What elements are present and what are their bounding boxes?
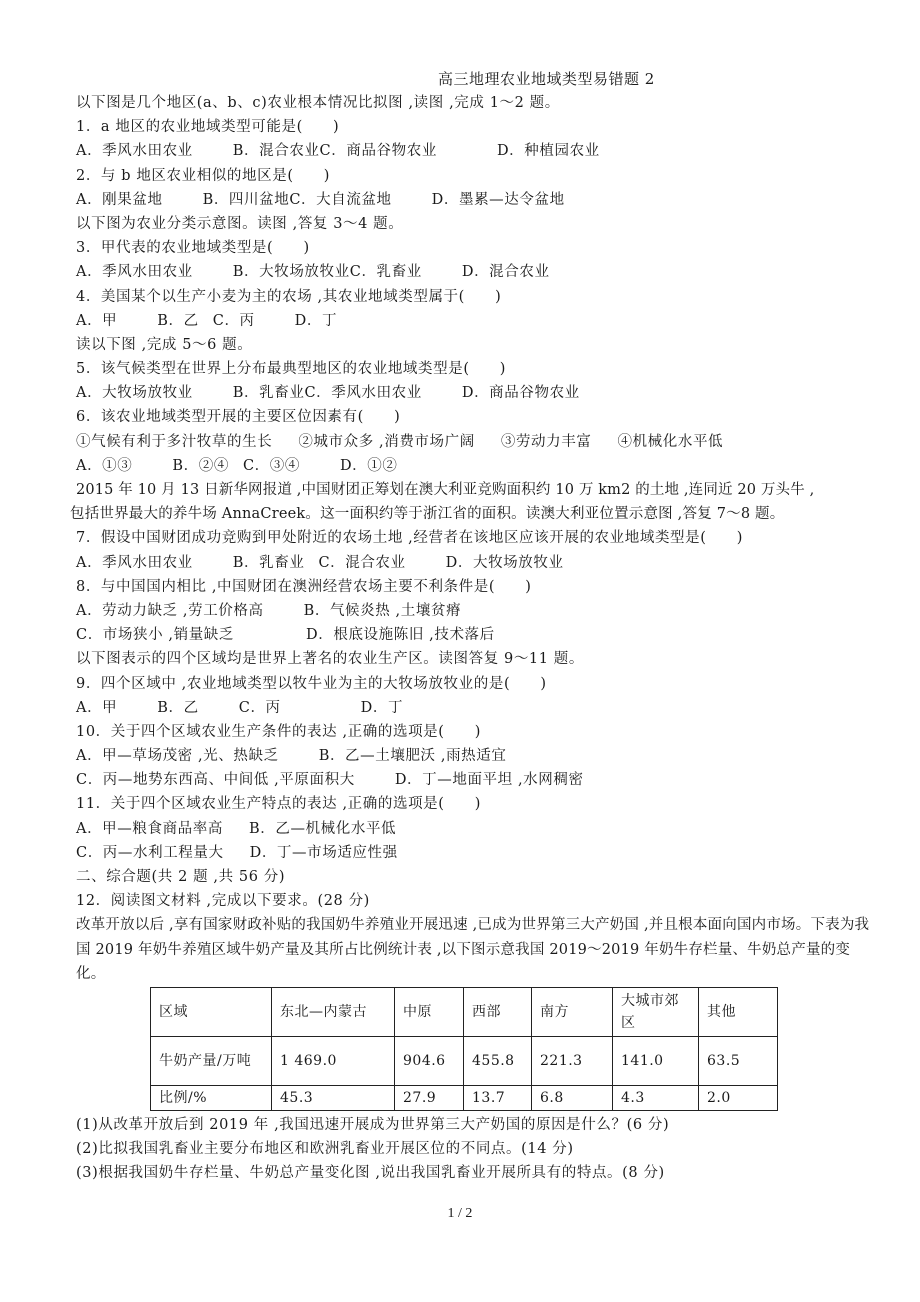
option-a: A．大牧场放牧业 (76, 385, 193, 402)
option-d: D．丁 (294, 312, 338, 329)
intro-q9-11: 以下图表示的四个区域均是世界上著名的农业生产区。读图答复 9～11 题。 (76, 651, 584, 668)
option-d: D．墨累—达令盆地 (431, 191, 565, 208)
question-10: 10．关于四个区域农业生产条件的表达 ,正确的选项是( ) (76, 723, 481, 740)
table-cell: 63.5 (699, 1037, 778, 1086)
factor-3: ③劳动力丰富 (500, 433, 592, 450)
option-d: D．丁—市场适应性强 (249, 844, 398, 861)
question-5-options (76, 381, 876, 405)
option-c: C．丙—水利工程量大 (76, 844, 224, 861)
question-1: 1．a 地区的农业地域类型可能是( ) (76, 119, 340, 136)
table-cell: 2.0 (699, 1086, 778, 1111)
option-b: B．气候炎热 ,土壤贫瘠 (303, 602, 462, 619)
table-row (151, 1086, 778, 1111)
question-11-options-cd (76, 841, 876, 865)
option-b: B．混合农业 (232, 143, 320, 160)
option-c: C．大自流盆地 (289, 191, 392, 208)
subquestion-2: (2)比拟我国乳畜业主要分布地区和欧洲乳畜业开展区位的不同点。(14 分) (76, 1141, 574, 1158)
page-number: 1 / 2 (447, 1206, 473, 1221)
question-11-options-ab (76, 817, 876, 841)
question-3-options (76, 260, 876, 284)
intro-q3-4: 以下图为农业分类示意图。读图 ,答复 3～4 题。 (76, 215, 404, 232)
intro-q5-6: 读以下图 ,完成 5～6 题。 (76, 336, 253, 353)
option-c: C．丙 (238, 699, 281, 716)
option-b: B．②④ (172, 457, 229, 474)
question-2-options (76, 188, 876, 212)
intro-q1-2: 以下图是几个地区(a、b、c)农业根本情况比拟图 ,读图 ,完成 1～2 题。 (76, 95, 560, 111)
factor-4: ④机械化水平低 (617, 433, 724, 450)
question-8: 8．与中国国内相比 ,中国财团在澳洲经营农场主要不利条件是( ) (76, 578, 532, 595)
option-a: A．甲 (76, 699, 118, 716)
table-cell: 4.3 (613, 1086, 699, 1111)
option-a: A．季风水田农业 (76, 264, 193, 281)
option-c: C．商品谷物农业 (319, 143, 437, 160)
option-a: A．劳动力缺乏 ,劳工价格高 (76, 602, 264, 619)
question-2: 2．与 b 地区农业相似的地区是( ) (76, 167, 331, 184)
option-a: A．甲 (76, 312, 118, 329)
question-9: 9．四个区域中 ,农业地域类型以牧牛业为主的大牧场放牧业的是( ) (76, 675, 547, 692)
section-2-heading: 二、综合题(共 2 题 ,共 56 分) (76, 869, 286, 885)
subquestion-3: (3)根据我国奶牛存栏量、牛奶总产量变化图 ,说出我国乳畜业开展所具有的特点。(8 分) (76, 1165, 665, 1182)
option-d: D．商品谷物农业 (461, 385, 580, 402)
question-9-options (76, 696, 876, 720)
subquestions (76, 1113, 876, 1186)
question-12-material: 改革开放以后 ,享有国家财政补贴的我国奶牛养殖业开展迅速 ,已成为世界第三大产奶国 ,并且根本面向国内市场。下表为我国 2019 年奶牛养殖区域牛奶产量及其所占比例统计表 ,以下图示意我国 2019～2019 年奶牛存栏量、牛奶总产量的变化。 (76, 917, 870, 982)
table-cell: 455.8 (464, 1037, 532, 1086)
question-6-factors (76, 430, 876, 454)
table-header-cell: 其他 (699, 988, 778, 1037)
question-8-options-cd (76, 623, 876, 647)
factor-1: ①气候有利于多汁牧草的生长 (76, 433, 273, 450)
option-d: D．大牧场放牧业 (445, 554, 564, 571)
option-a: A．季风水田农业 (76, 554, 193, 571)
table-header-cell: 中原 (395, 988, 464, 1037)
question-7: 7．假设中国财团成功竞购到甲处附近的农场土地 ,经营者在该地区应该开展的农业地域类型是( ) (76, 530, 743, 547)
factor-2: ②城市众多 ,消费市场广阔 (298, 433, 475, 450)
table-header-cell: 东北—内蒙古 (272, 988, 395, 1037)
option-d: D．丁—地面平坦 ,水网稠密 (394, 772, 584, 789)
question-8-options-ab (76, 599, 876, 623)
option-c: C．混合农业 (318, 554, 406, 571)
option-d: D．①② (339, 457, 398, 474)
option-a: A．甲—草场茂密 ,光、热缺乏 (76, 748, 279, 765)
option-c: C．丙 (212, 312, 255, 329)
option-d: D．混合农业 (461, 264, 550, 281)
question-3: 3．甲代表的农业地域类型是( ) (76, 240, 310, 257)
table-row-label: 牛奶产量/万吨 (151, 1037, 272, 1086)
question-6: 6．该农业地域类型开展的主要区位因素有( ) (76, 409, 401, 426)
option-a: A．①③ (76, 457, 133, 474)
intro-q7-8-line2: 包括世界最大的养牛场 AnnaCreek。这一面积约等于浙江省的面积。读澳大利亚位置示意图 ,答复 7～8 题。 (70, 506, 785, 523)
option-d: D．种植园农业 (496, 143, 600, 160)
option-d: D．丁 (360, 699, 404, 716)
option-b: B．乙 (157, 699, 199, 716)
table-cell: 1 469.0 (272, 1037, 395, 1086)
option-a: A．季风水田农业 (76, 143, 193, 160)
option-b: B．乙—机械化水平低 (248, 820, 397, 837)
question-11: 11．关于四个区域农业生产特点的表达 ,正确的选项是( ) (76, 796, 481, 813)
table-cell: 27.9 (395, 1086, 464, 1111)
table-header-cell: 南方 (532, 988, 613, 1037)
option-b: B．乳畜业 (232, 554, 305, 571)
question-10-options-ab (76, 744, 876, 768)
option-a: A．刚果盆地 (76, 191, 163, 208)
question-1-options (76, 139, 876, 163)
option-c: C．乳畜业 (349, 264, 422, 281)
document-body (70, 91, 876, 986)
option-c: C．市场狭小 ,销量缺乏 (76, 627, 235, 644)
option-d: D．根底设施陈旧 ,技术落后 (306, 627, 495, 644)
table-cell: 13.7 (464, 1086, 532, 1111)
subquestion-1: (1)从改革开放后到 2019 年 ,我国迅速开展成为世界第三大产奶国的原因是什么？(6 分) (76, 1117, 670, 1133)
option-b: B．乳畜业 (232, 385, 305, 402)
question-4: 4．美国某个以生产小麦为主的农场 ,其农业地域类型属于( ) (76, 288, 502, 305)
option-c: C．丙—地势东西高、中间低 ,平原面积大 (76, 772, 355, 789)
table-cell: 221.3 (532, 1037, 613, 1086)
question-12: 12．阅读图文材料 ,完成以下要求。(28 分) (76, 893, 370, 910)
question-10-options-cd (76, 768, 876, 792)
table-header-cell: 大城市郊区 (613, 988, 699, 1037)
option-a: A．甲—粮食商品率高 (76, 820, 223, 837)
table-row (151, 1037, 778, 1086)
table-header-cell: 西部 (464, 988, 532, 1037)
table-cell: 45.3 (272, 1086, 395, 1111)
document-title: 高三地理农业地域类型易错题 2 (438, 70, 655, 88)
option-b: B．四川盆地 (202, 191, 290, 208)
table-cell: 6.8 (532, 1086, 613, 1111)
option-b: B．乙—土壤肥沃 ,雨热适宜 (318, 748, 507, 765)
milk-production-table (150, 987, 778, 1111)
question-4-options (76, 309, 876, 333)
table-header-row (151, 988, 778, 1037)
table-cell: 904.6 (395, 1037, 464, 1086)
table-row-label: 比例/% (151, 1086, 272, 1111)
option-c: C．季风水田农业 (304, 385, 422, 402)
question-5: 5．该气候类型在世界上分布最典型地区的农业地域类型是( ) (76, 361, 507, 378)
table-cell: 141.0 (613, 1037, 699, 1086)
question-6-options (76, 454, 876, 478)
question-7-options (76, 551, 876, 575)
option-b: B．乙 (157, 312, 199, 329)
table-header-cell: 区域 (151, 988, 272, 1037)
option-c: C．③④ (242, 457, 300, 474)
option-b: B．大牧场放牧业 (232, 264, 350, 281)
intro-q7-8-line1: 2015 年 10 月 13 日新华网报道 ,中国财团正筹划在澳大利亚竞购面积约 10 万 km2 的土地 ,连同近 20 万头牛 , (76, 482, 815, 498)
